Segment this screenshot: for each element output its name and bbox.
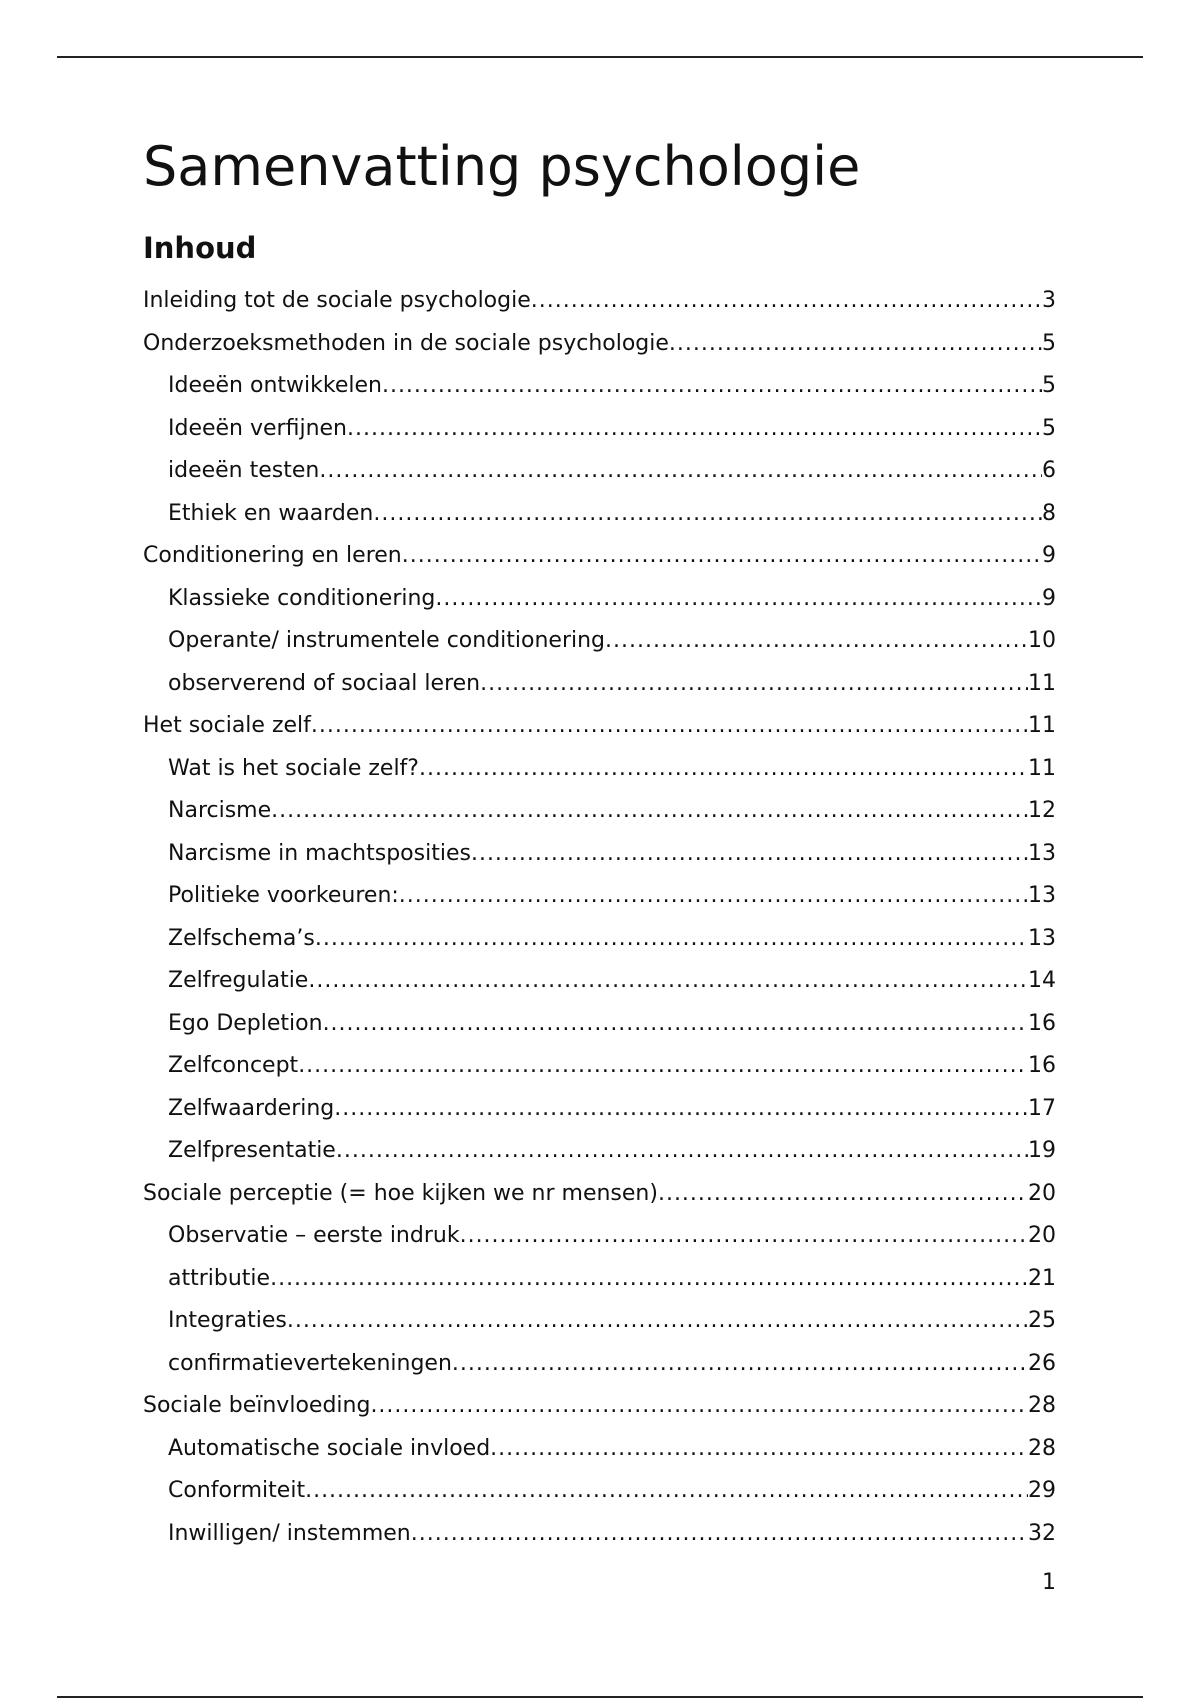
toc-entry-label: Zelfconcept [168,1053,299,1078]
toc-entry[interactable] [143,1428,1056,1471]
toc-entry[interactable] [143,748,1056,791]
toc-entry-label: Wat is het sociale zelf? [168,755,419,781]
toc-entry-page: 20 [1028,1223,1056,1248]
toc-entry[interactable] [143,323,1056,366]
toc-entry[interactable] [143,280,1056,323]
toc-entry-label: Sociale perceptie (= hoe kijken we nr mensen) [143,1180,658,1206]
toc-entry[interactable] [143,1300,1056,1343]
toc-entry[interactable] [143,408,1056,451]
toc-entry[interactable] [143,663,1056,706]
toc-entry[interactable] [143,875,1056,918]
toc-entry-page: 28 [1028,1435,1056,1461]
toc-entry-page: 9 [1042,585,1056,611]
toc-entry-label: Onderzoeksmethoden in de sociale psychologie [143,330,669,356]
toc-heading: Inhoud [143,231,257,265]
toc-entry[interactable] [143,705,1056,748]
toc-entry[interactable] [143,578,1056,621]
toc-entry[interactable] [143,1045,1056,1088]
toc-entry-page: 6 [1042,458,1056,483]
toc-entry[interactable] [143,1343,1056,1386]
toc-entry-label: Integraties [168,1308,287,1333]
toc-entry-label: Zelfschema’s [168,925,315,951]
toc-entry-label: ideeën testen [168,458,320,483]
toc-entry[interactable] [143,365,1056,408]
toc-entry[interactable] [143,620,1056,663]
toc-leader-dots [336,1130,1028,1173]
toc-leader-dots [382,365,1042,408]
toc-entry[interactable] [143,833,1056,876]
toc-entry[interactable] [143,1215,1056,1258]
toc-entry-label: Observatie – eerste indruk [168,1223,460,1248]
toc-entry-page: 10 [1028,628,1056,653]
toc-entry[interactable] [143,1130,1056,1173]
toc-entry-page: 13 [1028,925,1056,951]
toc-leader-dots [435,578,1042,621]
toc-leader-dots [480,663,1028,706]
toc-entry-label: Narcisme in machtsposities [168,840,471,866]
toc-entry[interactable] [143,918,1056,961]
toc-entry-label: observerend of sociaal leren [168,670,481,696]
toc-entry-label: Zelfwaardering [168,1095,335,1121]
toc-entry-page: 29 [1028,1478,1056,1503]
toc-leader-dots [531,280,1042,323]
toc-leader-dots [411,1513,1028,1556]
toc-entry-label: Inleiding tot de sociale psychologie [143,288,531,313]
toc-entry-page: 17 [1028,1095,1056,1121]
toc-entry-page: 5 [1042,373,1056,398]
toc-leader-dots [452,1343,1028,1386]
toc-entry[interactable] [143,450,1056,493]
toc-entry[interactable] [143,1003,1056,1046]
toc-entry[interactable] [143,1173,1056,1216]
toc-entry-label: Narcisme [168,798,272,823]
toc-entry-label: attributie [168,1265,271,1291]
toc-entry-page: 11 [1028,670,1056,696]
toc-entry-page: 14 [1028,968,1056,993]
toc-entry-page: 25 [1028,1308,1056,1333]
toc-leader-dots [315,918,1028,961]
table-of-contents [143,280,1056,1555]
toc-leader-dots [270,1258,1028,1301]
toc-entry-page: 3 [1042,288,1056,313]
toc-entry[interactable] [143,960,1056,1003]
toc-entry[interactable] [143,1385,1056,1428]
toc-entry-label: Politieke voorkeuren: [168,883,399,908]
toc-leader-dots [471,833,1028,876]
toc-entry-page: 11 [1028,713,1056,738]
toc-leader-dots [370,1385,1028,1428]
toc-entry[interactable] [143,790,1056,833]
toc-leader-dots [334,1088,1028,1131]
toc-leader-dots [271,790,1028,833]
toc-leader-dots [298,1045,1028,1088]
toc-leader-dots [605,620,1028,663]
toc-entry-page: 16 [1028,1010,1056,1036]
toc-entry-page: 9 [1042,543,1056,568]
toc-leader-dots [460,1215,1028,1258]
toc-leader-dots [658,1173,1028,1216]
toc-entry-page: 28 [1028,1393,1056,1418]
toc-entry-label: Het sociale zelf [143,713,311,738]
toc-leader-dots [311,705,1028,748]
toc-entry-label: Ideeën verfijnen [168,415,347,441]
toc-entry-page: 8 [1042,500,1056,526]
toc-leader-dots [669,323,1042,366]
toc-entry-page: 19 [1028,1138,1056,1163]
toc-entry-page: 11 [1028,755,1056,781]
toc-entry-label: Conditionering en leren [143,543,402,568]
toc-entry-label: Automatische sociale invloed [168,1435,491,1461]
footer-rule [57,1696,1143,1698]
toc-leader-dots [308,960,1028,1003]
toc-entry-label: Zelfregulatie [168,968,309,993]
toc-entry-label: Klassieke conditionering [168,585,436,611]
toc-entry-page: 16 [1028,1053,1056,1078]
toc-entry-label: Ethiek en waarden [168,500,374,526]
toc-leader-dots [399,875,1028,918]
toc-entry-page: 13 [1028,883,1056,908]
document-title: Samenvatting psychologie [143,135,861,198]
toc-entry-page: 21 [1028,1265,1056,1291]
toc-entry-label: Zelfpresentatie [168,1138,336,1163]
toc-leader-dots [287,1300,1028,1343]
toc-entry[interactable] [143,1088,1056,1131]
toc-entry-page: 32 [1028,1520,1056,1546]
toc-entry[interactable] [143,1513,1056,1556]
toc-entry-label: Ideeën ontwikkelen [168,373,382,398]
toc-entry[interactable] [143,535,1056,578]
toc-entry-page: 26 [1028,1350,1056,1376]
toc-entry-page: 5 [1042,415,1056,441]
toc-entry-page: 5 [1042,330,1056,356]
toc-entry-label: confirmatievertekeningen [168,1350,452,1376]
toc-leader-dots [347,408,1042,451]
toc-leader-dots [402,535,1042,578]
toc-leader-dots [305,1470,1028,1513]
toc-entry[interactable] [143,493,1056,536]
toc-entry-page: 20 [1028,1180,1056,1206]
toc-entry[interactable] [143,1258,1056,1301]
toc-entry-label: Operante/ instrumentele conditionering [168,628,606,653]
page-number: 1 [1042,1570,1056,1595]
toc-leader-dots [319,450,1042,493]
toc-leader-dots [323,1003,1028,1046]
toc-entry-page: 12 [1028,798,1056,823]
toc-leader-dots [419,748,1028,791]
toc-entry-label: Inwilligen/ instemmen [168,1520,411,1546]
toc-leader-dots [490,1428,1028,1471]
header-rule [57,56,1143,58]
toc-entry-label: Sociale beïnvloeding [143,1393,371,1418]
toc-entry-page: 13 [1028,840,1056,866]
toc-entry[interactable] [143,1470,1056,1513]
toc-entry-label: Conformiteit [168,1478,306,1503]
toc-entry-label: Ego Depletion [168,1010,323,1036]
toc-leader-dots [373,493,1042,536]
